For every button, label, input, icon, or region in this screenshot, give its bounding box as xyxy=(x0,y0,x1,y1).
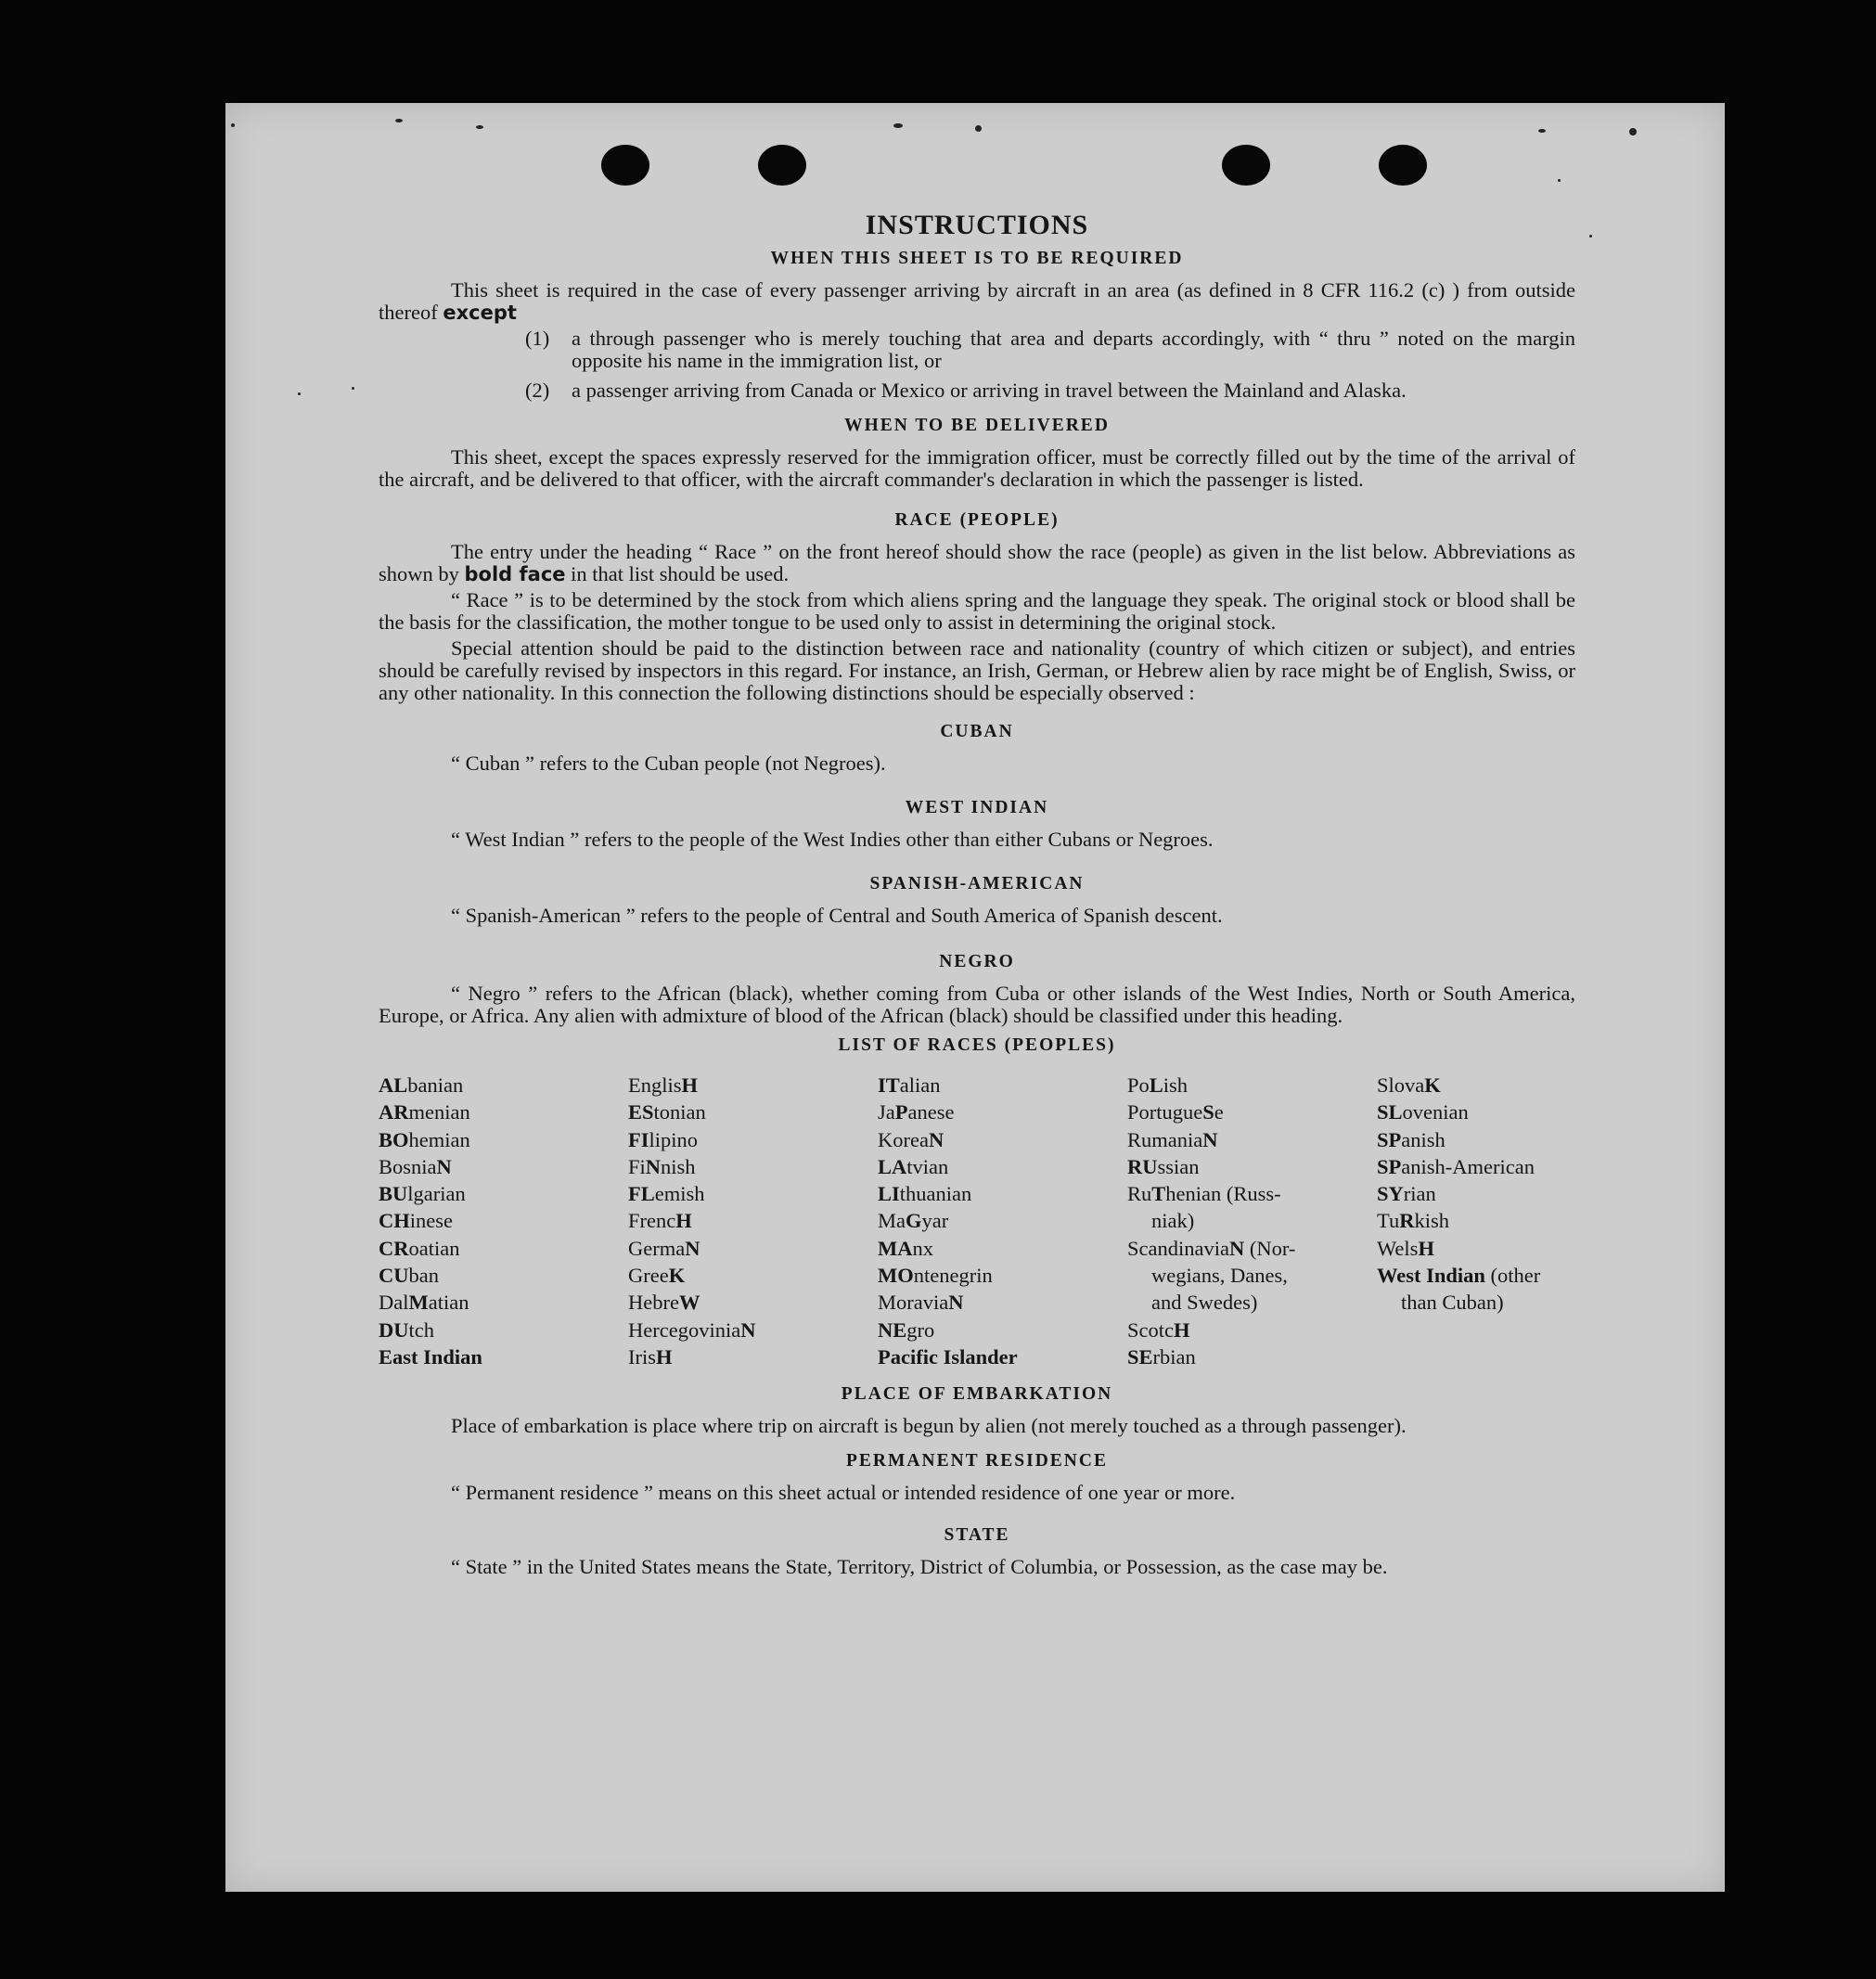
races-column xyxy=(878,1072,1127,1370)
race-entry: Pacific Islander xyxy=(878,1344,1018,1369)
race-entry: RuThenian (Russ- xyxy=(1127,1182,1281,1206)
races-column xyxy=(1377,1072,1626,1370)
punch-hole xyxy=(601,145,649,186)
race-entry: MoraviaN xyxy=(878,1291,964,1315)
race-entry: CRoatian xyxy=(379,1236,460,1260)
race-entry: JaPanese xyxy=(878,1100,955,1124)
race-entry: PoLish xyxy=(1127,1073,1189,1097)
race-entry: West Indian (other xyxy=(1377,1264,1541,1288)
races-column xyxy=(628,1072,878,1370)
race-entry: KoreaN xyxy=(878,1127,944,1151)
race-entry: HercegoviniaN xyxy=(628,1317,756,1342)
exception-item-1: (1) a through passenger who is merely touching that area and departs accordingly, with “ thru ” noted on the margin opposite his name in the immigration list, or xyxy=(525,327,1575,372)
race-entry: FLemish xyxy=(628,1182,705,1206)
races-column xyxy=(379,1072,628,1370)
heading-cuban: CUBAN xyxy=(940,722,1014,741)
race-entry: BOhemian xyxy=(379,1127,470,1151)
race-entry: ScandinaviaN (Nor- xyxy=(1127,1236,1296,1260)
race-entry: FrencH xyxy=(628,1209,692,1233)
punch-hole xyxy=(1222,145,1270,186)
speck xyxy=(231,123,235,127)
race-entry: SLovenian xyxy=(1377,1100,1469,1124)
race-entry: LAtvian xyxy=(878,1154,949,1178)
race-entry: LIthuanian xyxy=(878,1182,972,1206)
speck xyxy=(352,387,354,390)
race-entry: BosniaN xyxy=(379,1154,452,1178)
races-column xyxy=(1127,1072,1377,1370)
race-entry: TuRkish xyxy=(1377,1209,1449,1233)
instructions-content xyxy=(379,210,1575,1582)
race-paragraph-3: Special attention should be paid to the distinction between race and nationality (country of which citizen or subject), and entries should be carefully revised by inspectors in this regard. For instance, an Irish, German, or Hebrew alien by race might be of English, Swiss, or any other nationality. In this connection the following distinctions should be especially observed : xyxy=(379,636,1575,704)
race-entry: FiNnish xyxy=(628,1154,696,1178)
heading-list-of-races: LIST OF RACES (PEOPLES) xyxy=(838,1035,1116,1055)
heading-embarkation: PLACE OF EMBARKATION xyxy=(841,1384,1113,1405)
race-entry: SPanish-American xyxy=(1377,1154,1535,1178)
race-entry: RUssian xyxy=(1127,1154,1200,1178)
speck xyxy=(298,392,301,395)
speck xyxy=(1558,179,1561,182)
speck xyxy=(1538,129,1546,133)
spanish-american-text: “ Spanish-American ” refers to the people of Central and South America of Spanish descent. xyxy=(451,904,1223,927)
speck xyxy=(1629,128,1637,135)
race-entry: MaGyar xyxy=(878,1209,949,1233)
heading-when-delivered: WHEN TO BE DELIVERED xyxy=(844,416,1110,435)
document-sheet xyxy=(225,103,1725,1892)
race-entry: SPanish xyxy=(1377,1127,1446,1151)
exception-item-2: (2) a passenger arriving from Canada or Mexico or arriving in travel between the Mainland and Alaska. xyxy=(525,379,1407,402)
heading-state: STATE xyxy=(944,1525,1010,1546)
race-entry: SYrian xyxy=(1377,1182,1436,1206)
heading-negro: NEGRO xyxy=(939,952,1015,971)
race-entry: SlovaK xyxy=(1377,1073,1441,1097)
race-entry: ALbanian xyxy=(379,1073,464,1097)
race-entry: wegians, Danes, xyxy=(1151,1264,1288,1288)
race-entry: ITalian xyxy=(878,1073,941,1097)
punch-hole xyxy=(758,145,806,186)
race-entry: ARmenian xyxy=(379,1100,470,1124)
race-entry: FIlipino xyxy=(628,1127,699,1151)
speck xyxy=(476,125,483,129)
heading-spanish-american: SPANISH-AMERICAN xyxy=(869,874,1085,893)
race-entry: GreeK xyxy=(628,1264,686,1288)
embarkation-text: Place of embarkation is place where trip on aircraft is begun by alien (not merely touched as a through passenger). xyxy=(451,1414,1407,1438)
race-entry: niak) xyxy=(1151,1209,1195,1233)
cuban-text: “ Cuban ” refers to the Cuban people (not Negroes). xyxy=(451,752,886,775)
race-entry: MOntenegrin xyxy=(878,1264,993,1288)
race-entry: NEgro xyxy=(878,1317,935,1342)
race-entry: ScotcH xyxy=(1127,1317,1190,1342)
race-entry: WelsH xyxy=(1377,1236,1434,1260)
race-entry: HebreW xyxy=(628,1291,700,1315)
heading-west-indian: WEST INDIAN xyxy=(905,798,1049,817)
heading-race: RACE (PEOPLE) xyxy=(894,510,1060,530)
race-entry: BUlgarian xyxy=(379,1182,466,1206)
race-entry: CHinese xyxy=(379,1209,453,1233)
when-required-intro: This sheet is required in the case of every passenger arriving by aircraft in an area (as defined in 8 CFR 116.2 (c) ) from outside thereof except xyxy=(379,278,1575,324)
race-entry: SErbian xyxy=(1127,1344,1196,1369)
race-entry: than Cuban) xyxy=(1401,1291,1504,1315)
race-entry: MAnx xyxy=(878,1236,933,1260)
races-list xyxy=(379,1072,1575,1370)
permanent-residence-text: “ Permanent residence ” means on this sheet actual or intended residence of one year or more. xyxy=(451,1481,1236,1505)
race-entry: DUtch xyxy=(379,1317,434,1342)
race-entry: EnglisH xyxy=(628,1073,699,1097)
when-delivered-text: This sheet, except the spaces expressly reserved for the immigration officer, must be correctly filled out by the time of the arrival of the aircraft, and be delivered to that officer, with the aircraft commander's declaration in which the passenger is listed. xyxy=(379,445,1575,491)
race-entry: GermaN xyxy=(628,1236,700,1260)
speck xyxy=(893,123,903,128)
race-entry: PortugueSe xyxy=(1127,1100,1224,1124)
race-entry: EStonian xyxy=(628,1100,706,1124)
heading-when-required: WHEN THIS SHEET IS TO BE REQUIRED xyxy=(770,249,1184,268)
punch-hole xyxy=(1379,145,1427,186)
race-entry: RumaniaN xyxy=(1127,1127,1218,1151)
race-entry: CUban xyxy=(379,1264,439,1288)
page-title: INSTRUCTIONS xyxy=(865,210,1089,240)
state-text: “ State ” in the United States means the State, Territory, District of Columbia, or Possession, as the case may be. xyxy=(451,1555,1388,1579)
race-entry: and Swedes) xyxy=(1151,1291,1258,1315)
race-paragraph-1: The entry under the heading “ Race ” on the front hereof should show the race (people) as given in the list below. Abbreviations as shown by bold face in that list should be used. xyxy=(379,540,1575,585)
race-entry: East Indian xyxy=(379,1344,482,1369)
west-indian-text: “ West Indian ” refers to the people of the West Indies other than either Cubans or Negroes. xyxy=(451,828,1214,851)
race-entry: IrisH xyxy=(628,1344,673,1369)
negro-text: “ Negro ” refers to the African (black), whether coming from Cuba or other islands of the West Indies, North or South America, Europe, or Africa. Any alien with admixture of blood of the African (black) should be classified under this heading. xyxy=(379,982,1575,1027)
race-paragraph-2: “ Race ” is to be determined by the stock from which aliens spring and the language they speak. The original stock or blood shall be the basis for the classification, the mother tongue to be used only to assist in determining the original stock. xyxy=(379,588,1575,634)
heading-permanent-residence: PERMANENT RESIDENCE xyxy=(846,1451,1108,1471)
speck xyxy=(975,125,982,132)
speck xyxy=(1589,235,1592,238)
race-entry: DalMatian xyxy=(379,1291,469,1315)
speck xyxy=(395,119,403,122)
